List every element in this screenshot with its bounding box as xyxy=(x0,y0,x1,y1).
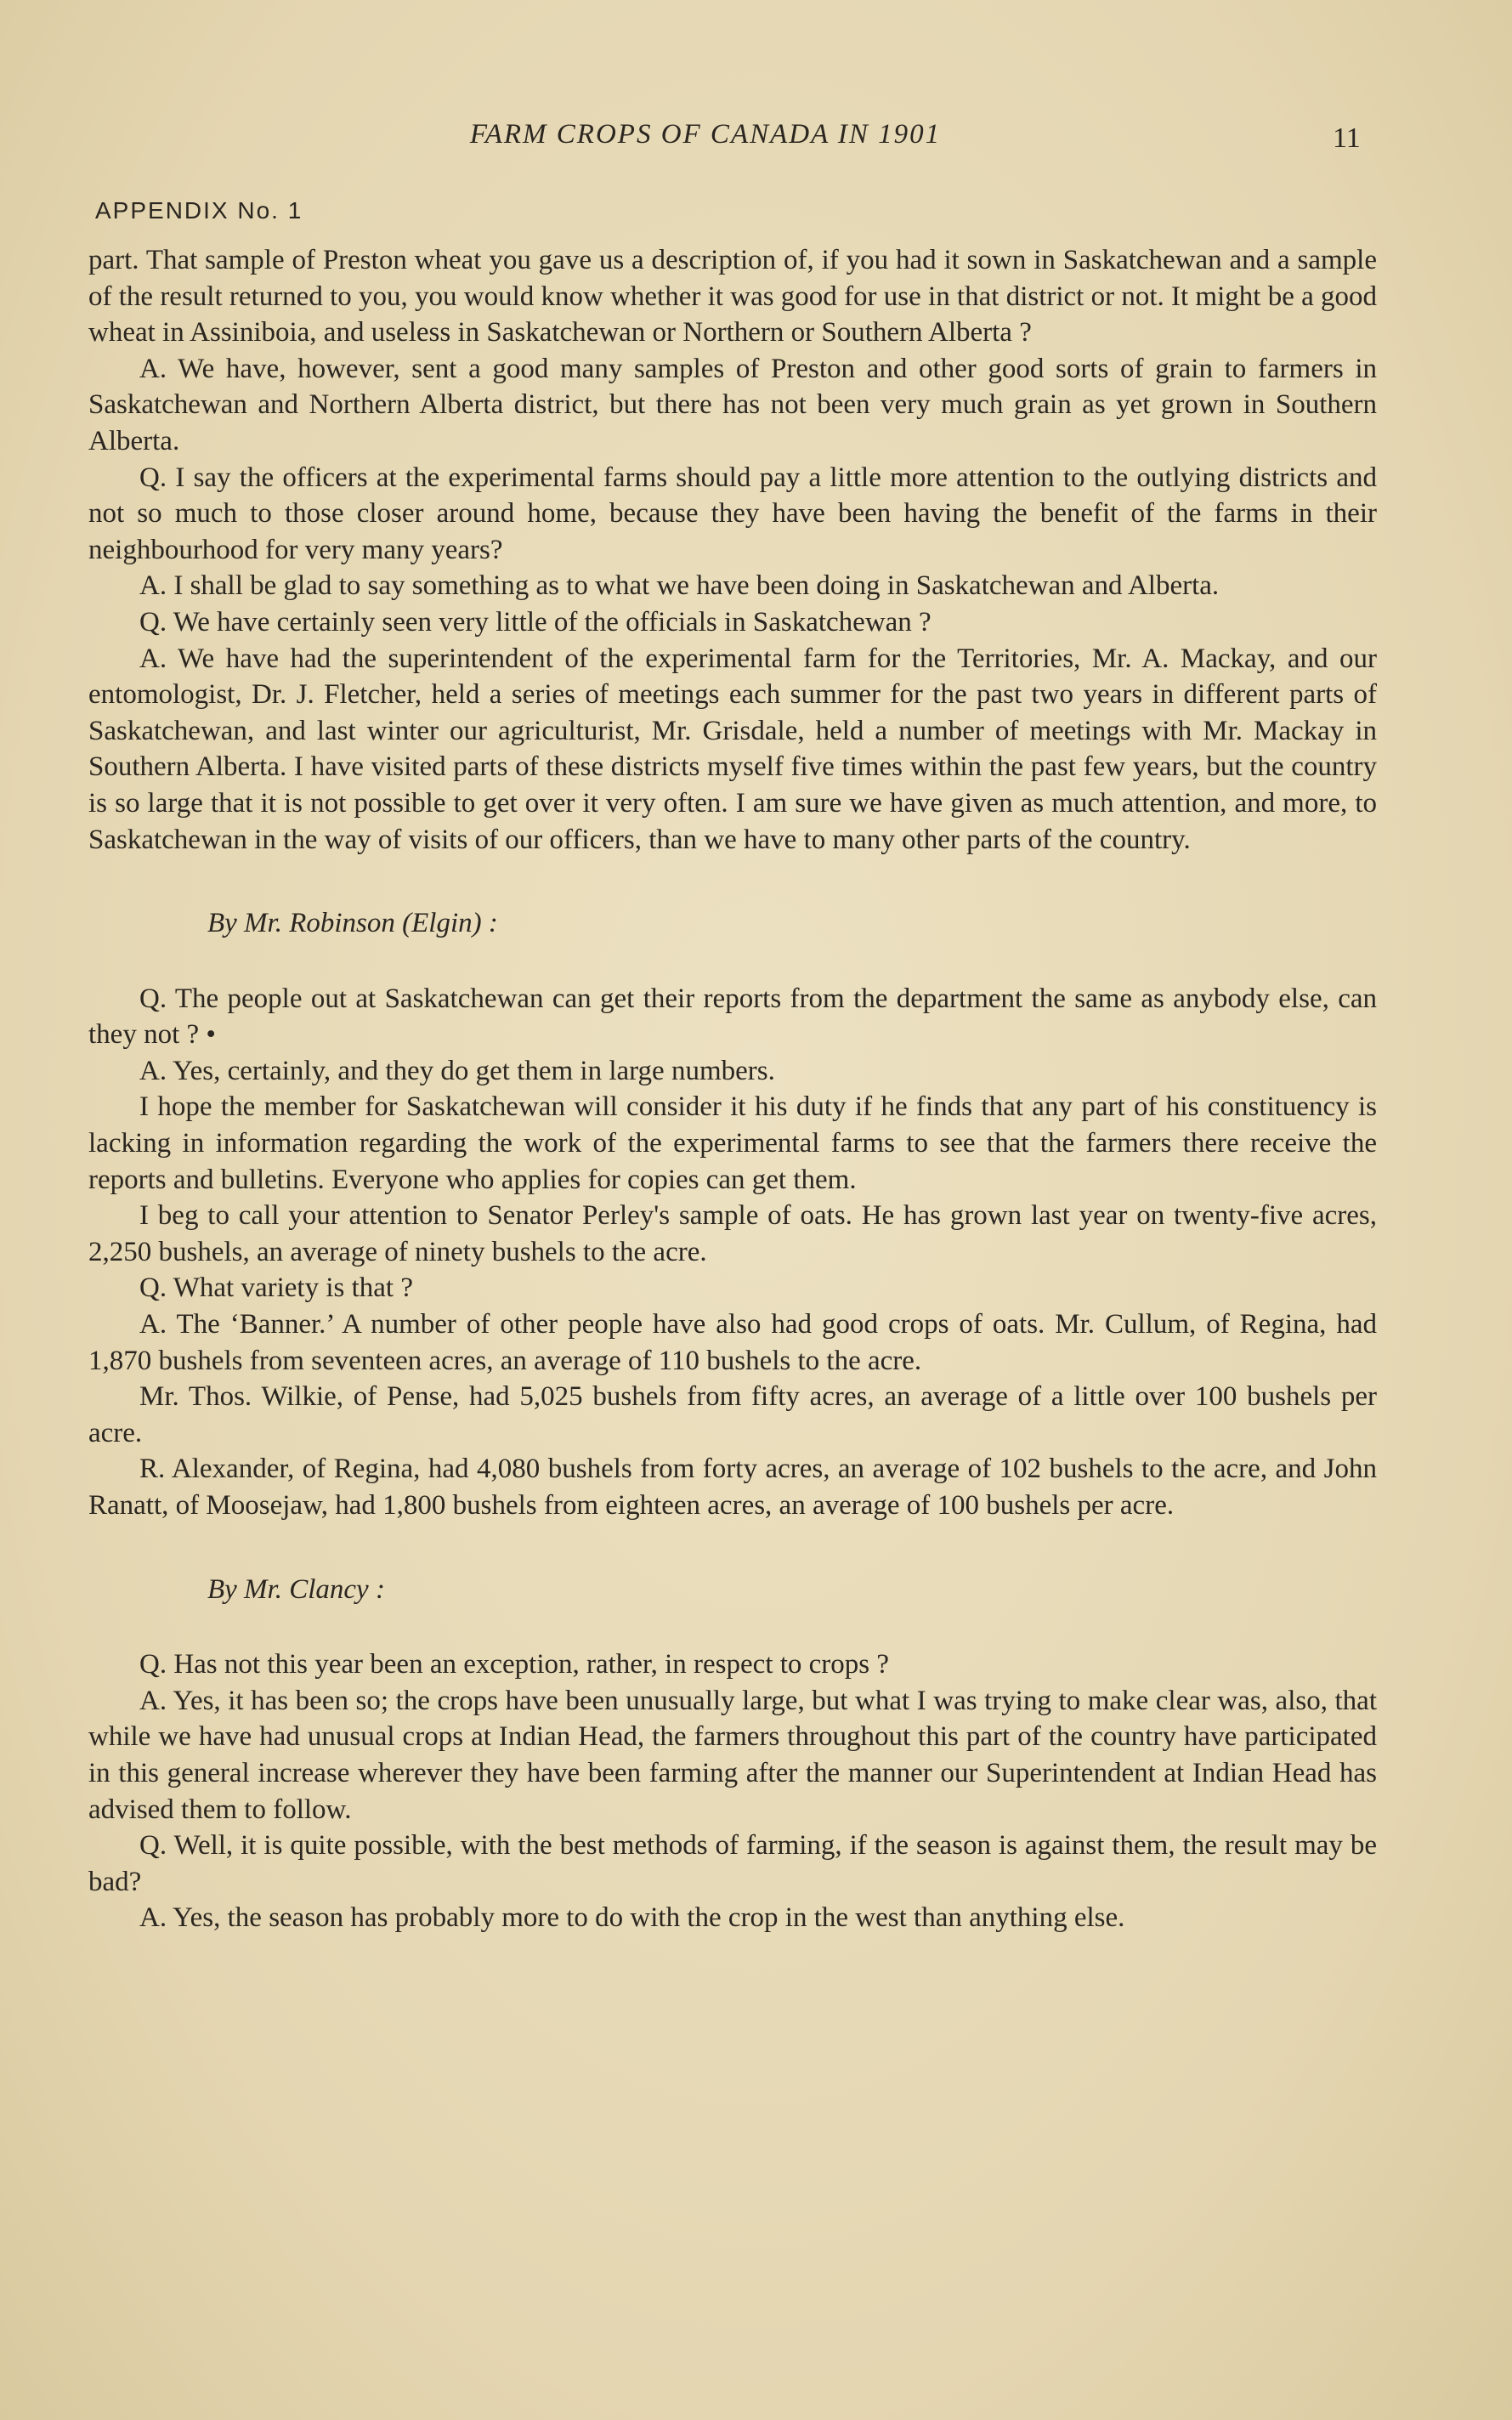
paragraph: A. Yes, it has been so; the crops have been unusually large, but what I was trying to make clear was, also, that while we have had unusual crops at Indian Head, the farmers throughout this part of the country have participated in this general increase wherever they have been farming after the manner our Superintendent at Indian Head has advised them to follow. xyxy=(88,1685,1377,1825)
paragraph: A. Yes, certainly, and they do get them in large numbers. xyxy=(139,1055,775,1086)
paragraph: Q. The people out at Saskatchewan can get their reports from the department the same as anybody else, can they not ? • xyxy=(88,983,1377,1051)
speaker-heading-clancy: By Mr. Clancy : xyxy=(207,1573,385,1605)
paragraph: Q. Has not this year been an exception, rather, in respect to crops ? xyxy=(139,1649,890,1680)
running-head: FARM CROPS OF CANADA IN 1901 xyxy=(469,119,942,150)
paragraph: Q. We have certainly seen very little of the officials in Saskatchewan ? xyxy=(139,606,932,638)
body-text xyxy=(88,242,1377,1936)
paragraph: I hope the member for Saskatchewan will consider it his duty if he finds that any part of his constituency is lacking in information regarding the work of the experimental farms to see that the farmers there receive the reports and bulletins. Everyone who applies for copies can get them. xyxy=(88,1091,1377,1195)
appendix-label: APPENDIX No. 1 xyxy=(95,197,303,224)
paragraph: Mr. Thos. Wilkie, of Pense, had 5,025 bushels from fifty acres, an average of a little over 100 bushels per acre. xyxy=(88,1381,1377,1448)
paragraph: Q. Well, it is quite possible, with the best methods of farming, if the season is against them, the result may be bad? xyxy=(88,1830,1377,1897)
paragraph: A. We have had the superintendent of the experimental farm for the Territories, Mr. A. Mackay, and our entomologist, Dr. J. Fletcher, held a series of meetings each summer for the past two years in different parts of Saskatchewan, and last winter our agriculturist, Mr. Grisdale, held a number of meetings with Mr. Mackay in Southern Alberta. I have visited parts of these districts myself five times within the past few years, but the country is so large that it is not possible to get over it very often. I am sure we have given as much attention, and more, to Saskatchewan in the way of visits of our officers, than we have to many other parts of the country. xyxy=(88,643,1377,855)
paragraph: R. Alexander, of Regina, had 4,080 bushels from forty acres, an average of 102 bushels to the acre, and John Ranatt, of Moosejaw, had 1,800 bushels from eighteen acres, an average of 100 bushels per acre. xyxy=(88,1454,1377,1521)
page-number: 11 xyxy=(1333,122,1361,154)
paragraph: A. I shall be glad to say something as to what we have been doing in Saskatchewan and Alberta. xyxy=(139,570,1220,602)
paragraph: A. We have, however, sent a good many samples of Preston and other good sorts of grain to farmers in Saskatchewan and Northern Alberta district, but there has not been very much grain as yet grown in Southern Alberta. xyxy=(88,353,1377,456)
speaker-heading-robinson: By Mr. Robinson (Elgin) : xyxy=(207,908,498,939)
paragraph: A. Yes, the season has probably more to do with the crop in the west than anything else. xyxy=(139,1902,1125,1934)
paragraph: Q. What variety is that ? xyxy=(139,1272,413,1304)
paragraph: A. The ‘Banner.’ A number of other people have also had good crops of oats. Mr. Cullum, of Regina, had 1,870 bushels from seventeen acres, an average of 110 bushels to the acre. xyxy=(88,1309,1377,1376)
paragraph: I beg to call your attention to Senator Perley's sample of oats. He has grown last year on twenty-five acres, 2,250 bushels, an average of ninety bushels to the acre. xyxy=(88,1200,1377,1267)
paragraph: Q. I say the officers at the experimental farms should pay a little more attention to the outlying districts and not so much to those closer around home, because they have been having the benefit of the farms in their neighbourhood for very many years? xyxy=(88,462,1377,565)
paragraph: part. That sample of Preston wheat you gave us a description of, if you had it sown in Saskatchewan and a sample of the result returned to you, you would know whether it was good for use in that district or not. It might be a good wheat in Assiniboia, and useless in Saskatchewan or Northern or Southern Alberta ? xyxy=(88,245,1377,349)
